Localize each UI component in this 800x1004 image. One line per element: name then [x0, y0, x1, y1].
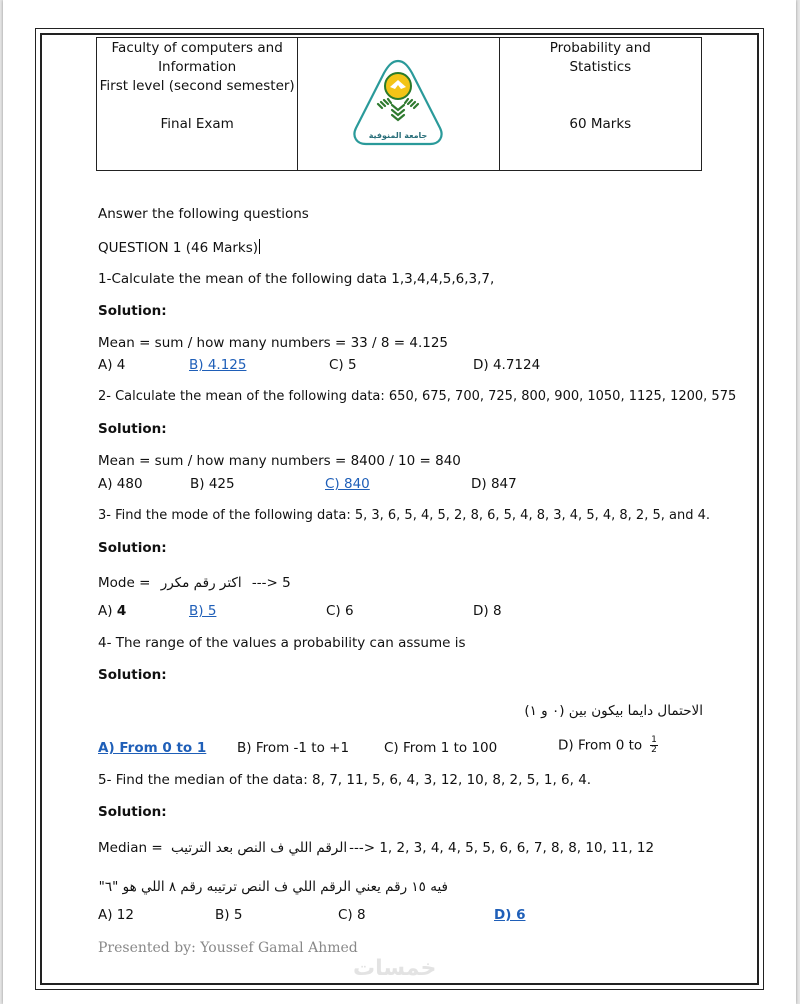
q1-option-a: A) 4 [98, 357, 126, 373]
q3-solution [98, 575, 291, 591]
footer-credit: Presented by: Youssef Gamal Ahmed [98, 940, 358, 956]
fraction-denominator: 2 [651, 745, 657, 755]
q2-option-a: A) 480 [98, 476, 143, 492]
header-logo-cell [298, 38, 499, 170]
q5-option-d-answer: D) 6 [494, 907, 526, 923]
q1-solution: Mean = sum / how many numbers = 33 / 8 = 4.125 [98, 335, 449, 351]
q3-solution-prefix: Mode = [98, 575, 151, 591]
logo-text: جامعة المنوفية [369, 130, 428, 140]
q5-option-b: B) 5 [215, 907, 243, 923]
q4-option-d-label: D) From 0 to [558, 737, 643, 754]
exam-type: Final Exam [160, 116, 234, 132]
q1-option-c: C) 5 [329, 357, 357, 373]
question-title[interactable] [98, 239, 260, 256]
watermark: خمسات [353, 956, 437, 981]
q3-option-a [98, 603, 126, 619]
q2-option-c-answer: C) 840 [325, 476, 370, 492]
subject-line1: Probability and [549, 40, 651, 56]
q5-solution-prefix: Median = [98, 840, 163, 856]
header-subject-cell [500, 38, 701, 170]
q3-text: 3- Find the mode of the following data: 5, 3, 6, 5, 4, 5, 2, 8, 6, 5, 4, 8, 3, 4, 5, 4, 8, 2, 5, and 4. [98, 508, 710, 523]
q5-solution-label: Solution: [98, 804, 167, 820]
university-logo [348, 56, 448, 154]
subject-line2: Statistics [569, 59, 632, 75]
total-marks: 60 Marks [569, 116, 632, 132]
q5-option-c: C) 8 [338, 907, 366, 923]
q5-solution [98, 840, 654, 856]
faculty-line1: Faculty of computers and [111, 40, 283, 56]
text-caret [259, 239, 260, 254]
header-faculty-cell [97, 38, 298, 170]
q3-solution-suffix: ---> 5 [251, 575, 291, 591]
q4-option-d [558, 736, 658, 755]
q3-option-c: C) 6 [326, 603, 354, 619]
q3-option-b-answer: B) 5 [189, 603, 217, 619]
q4-option-a-answer: A) From 0 to 1 [98, 740, 207, 756]
q3-solution-arabic: اكتر رقم مكرر [160, 575, 242, 591]
q2-option-b: B) 425 [190, 476, 235, 492]
q1-option-d: D) 4.7124 [473, 357, 541, 373]
q2-option-d: D) 847 [471, 476, 517, 492]
q4-option-d-fraction [650, 736, 658, 755]
q5-option-a: A) 12 [98, 907, 134, 923]
document-page [3, 0, 796, 1004]
fraction-numerator: 1 [651, 735, 657, 745]
q2-solution: Mean = sum / how many numbers = 8400 / 10 = 840 [98, 453, 461, 469]
q5-note-arabic: فيه ١٥ رقم يعني الرقم اللي ف النص ترتيبه رقم ٨ اللي هو "٦" [98, 879, 448, 895]
q1-solution-label: Solution: [98, 303, 167, 319]
q4-text: 4- The range of the values a probability can assume is [98, 635, 466, 651]
exam-header-table [96, 37, 702, 171]
q5-solution-arabic: الرقم اللي ف النص بعد الترتيب [171, 840, 348, 856]
q5-text: 5- Find the median of the data: 8, 7, 11, 5, 6, 4, 3, 12, 10, 8, 2, 5, 1, 6, 4. [98, 772, 592, 788]
q4-option-b: B) From -1 to +1 [237, 740, 350, 756]
q3-option-a-label: A) [98, 603, 113, 619]
intro-text: Answer the following questions [98, 206, 309, 222]
q1-text: 1-Calculate the mean of the following data 1,3,4,4,5,6,3,7, [98, 271, 495, 287]
q1-option-b-answer: B) 4.125 [189, 357, 247, 373]
q2-solution-label: Solution: [98, 421, 167, 437]
q2-text: 2- Calculate the mean of the following data: 650, 675, 700, 725, 800, 900, 1050, 1125, 1200, 575 [98, 389, 737, 404]
q3-option-d: D) 8 [473, 603, 502, 619]
q3-option-a-value: 4 [116, 603, 127, 619]
q3-solution-label: Solution: [98, 540, 167, 556]
faculty-line3: First level (second semester) [99, 78, 295, 94]
question-title-text: QUESTION 1 (46 Marks) [98, 240, 259, 256]
q4-solution-arabic: الاحتمال دايما بيكون بين (٠ و ١) [524, 703, 703, 719]
faculty-line2: Information [158, 59, 237, 75]
q5-solution-suffix: ---> 1, 2, 3, 4, 4, 5, 5, 6, 6, 7, 8, 8, 10, 11, 12 [349, 840, 655, 856]
q4-solution-label: Solution: [98, 667, 167, 683]
q4-option-c: C) From 1 to 100 [384, 740, 498, 756]
